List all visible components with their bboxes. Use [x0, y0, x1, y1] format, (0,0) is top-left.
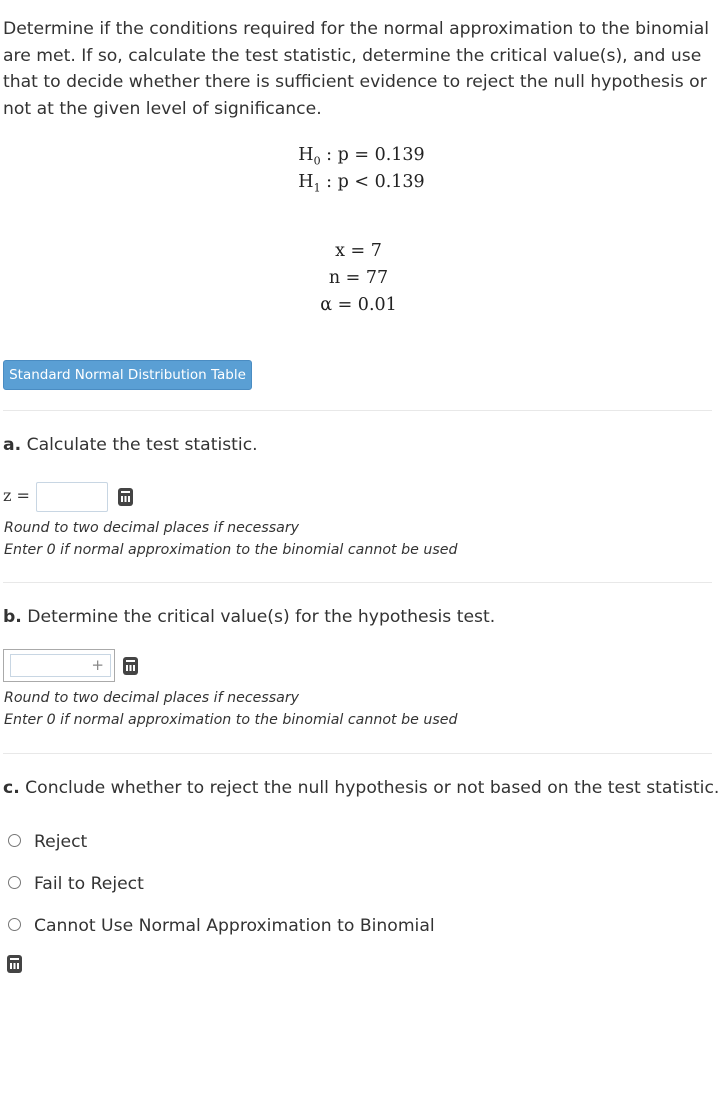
part-a-hint-round: Round to two decimal places if necessary: [4, 520, 300, 536]
option-cannot-use[interactable]: Cannot Use Normal Approximation to Binomial: [8, 916, 435, 936]
param-alpha: α = 0.01: [320, 295, 397, 315]
parameters: [0, 238, 720, 319]
calculator-icon[interactable]: [123, 657, 138, 675]
param-x: x = 7: [335, 241, 382, 261]
calculator-icon[interactable]: [7, 955, 22, 973]
param-n: n = 77: [328, 268, 389, 288]
option-fail-to-reject[interactable]: Fail to Reject: [8, 874, 144, 894]
part-b-question: b. Determine the critical value(s) for the hypothesis test.: [3, 607, 496, 627]
null-hypothesis: $H_0$ : p = 0.139: [298, 145, 425, 168]
critical-value-input[interactable]: [10, 654, 111, 677]
test-statistic-input[interactable]: [36, 482, 108, 512]
z-label: z =: [3, 486, 30, 505]
part-a-hint-zero: Enter 0 if normal approximation to the binomial cannot be used: [4, 542, 458, 558]
part-a-question: a. Calculate the test statistic.: [3, 435, 258, 455]
alternative-hypothesis: $H_1$ : p < 0.139: [298, 172, 425, 195]
part-c-question: c. Conclude whether to reject the null hypothesis or not based on the test statistic.: [3, 778, 720, 798]
divider: [3, 753, 712, 754]
radio-button[interactable]: [8, 876, 21, 889]
divider: [3, 582, 712, 583]
part-b-hint-round: Round to two decimal places if necessary: [4, 690, 300, 706]
problem-instructions: Determine if the conditions required for the normal approximation to the binomial are met. If so, calculate the test statistic, determine the critical value(s), and use that to decide whether there is sufficient evidence to reject the null hypothesis or not at the given level of significance.: [3, 19, 710, 120]
add-value-icon[interactable]: +: [91, 656, 104, 674]
calculator-icon[interactable]: [118, 488, 133, 506]
part-b-hint-zero: Enter 0 if normal approximation to the binomial cannot be used: [4, 712, 458, 728]
radio-button[interactable]: [8, 834, 21, 847]
hypotheses: [0, 142, 723, 196]
option-reject[interactable]: Reject: [8, 832, 87, 852]
divider: [3, 410, 712, 411]
critical-value-group: [3, 649, 115, 682]
radio-button[interactable]: [8, 918, 21, 931]
normal-table-button[interactable]: Standard Normal Distribution Table: [3, 360, 252, 390]
